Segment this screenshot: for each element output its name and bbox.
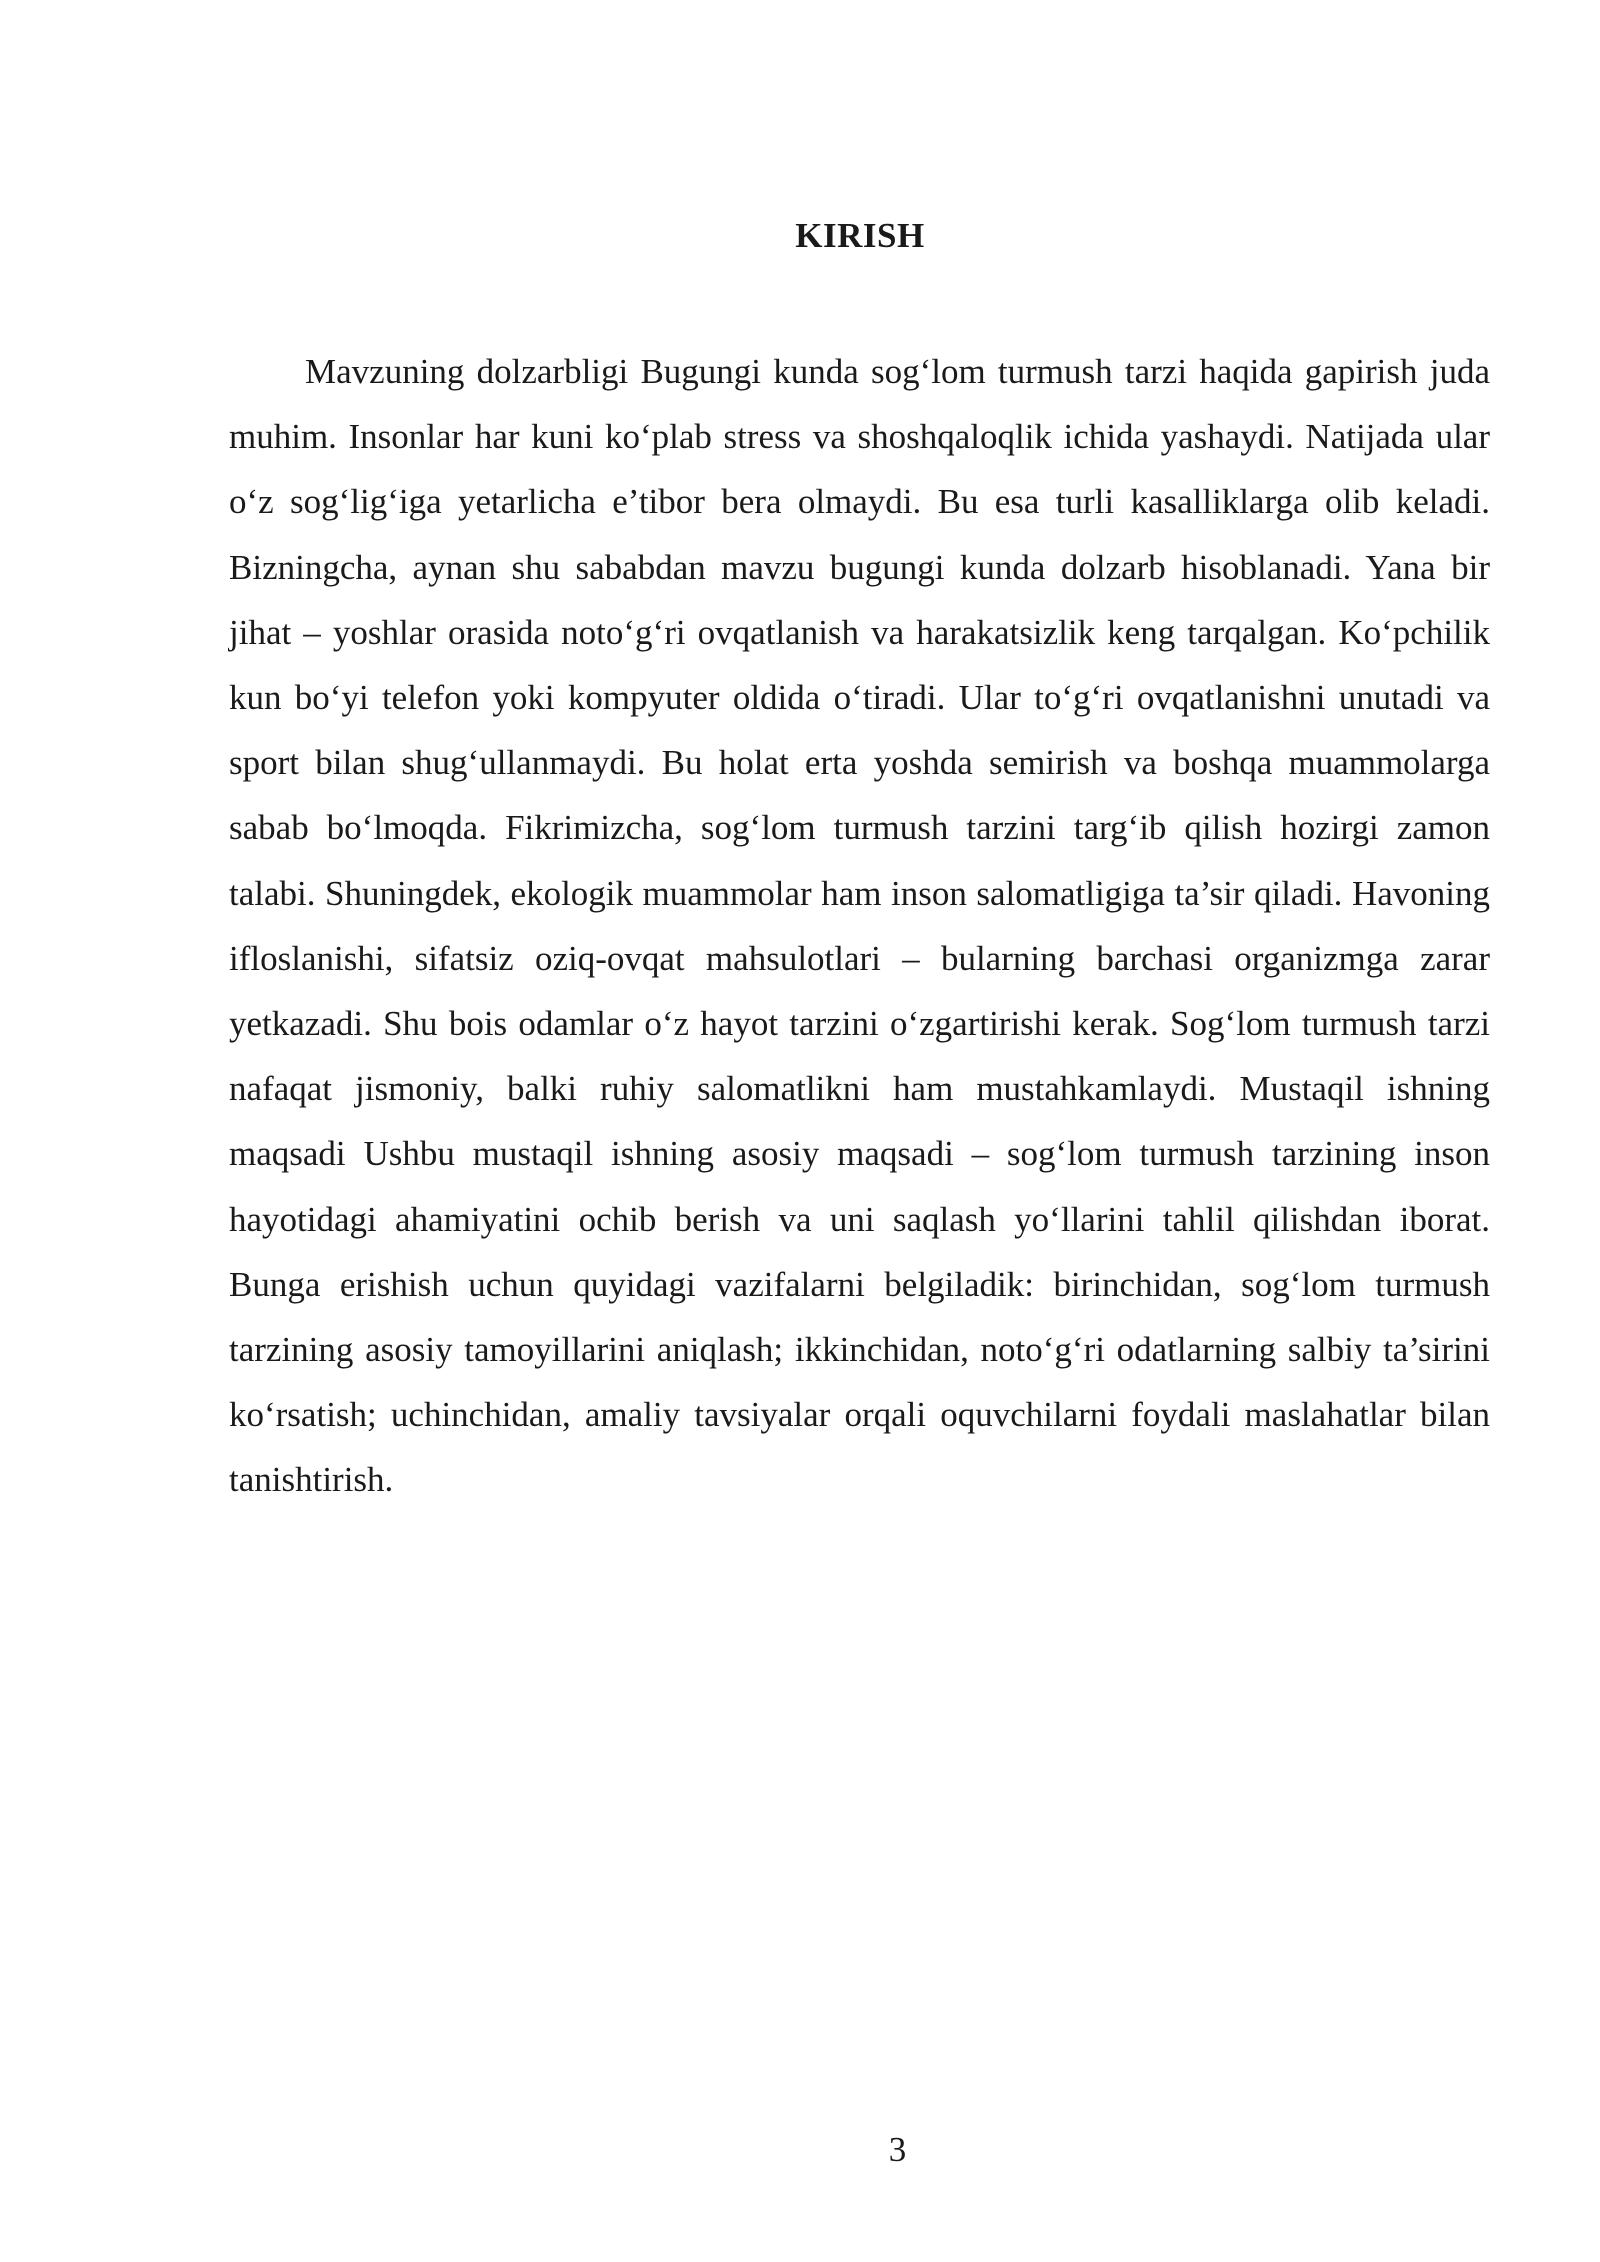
page-number: 3 (888, 2130, 907, 2169)
body-paragraph: Mavzuning dolzarbligi Bugungi kunda sog‘lom turmush tarzi haqida gapirish juda muhim. Insonlar har kuni ko‘plab stress va shoshqaloqlik ichida yashaydi. Natijada ular o‘z sog‘lig‘iga yetarlicha e’tibor bera olmaydi. Bu esa turli kasalliklarga olib keladi. Bizningcha, aynan shu sababdan mavzu bugungi kunda dolzarb hisoblanadi. Yana bir jihat – yoshlar orasida noto‘g‘ri ovqatlanish va harakatsizlik keng tarqalgan. Ko‘pchilik kun bo‘yi telefon yoki kompyuter oldida o‘tiradi. Ular to‘g‘ri ovqatlanishni unutadi va sport bilan shug‘ullanmaydi. Bu holat erta yoshda semirish va boshqa muammolarga sabab bo‘lmoqda. Fikrimizcha, sog‘lom turmush tarzini targ‘ib qilish hozirgi zamon talabi. Shuningdek, ekologik muammolar ham inson salomatligiga ta’sir qiladi. Havoning ifloslanishi, sifatsiz oziq-ovqat mahsulotlari – bularning barchasi organizmga zarar yetkazadi. Shu bois odamlar o‘z hayot tarzini o‘zgartirishi kerak. Sog‘lom turmush tarzi nafaqat jismoniy, balki ruhiy salomatlikni ham mustahkamlaydi. Mustaqil ishning maqsadi Ushbu mustaqil ishning asosiy maqsadi – sog‘lom turmush tarzining inson hayotidagi ahamiyatini ochib berish va uni saqlash yo‘llarini tahlil qilishdan iborat. Bunga erishish uchun quyidagi vazifalarni belgiladik: birinchidan, sog‘lom turmush tarzining asosiy tamoyillarini aniqlash; ikkinchidan, noto‘g‘ri odatlarning salbiy ta’sirini ko‘rsatish; uchinchidan, amaliy tavsiyalar orqali oquvchilarni foydali maslahatlar bilan tanishtirish. (229, 352, 1490, 1500)
section-heading: KIRISH (795, 216, 925, 255)
